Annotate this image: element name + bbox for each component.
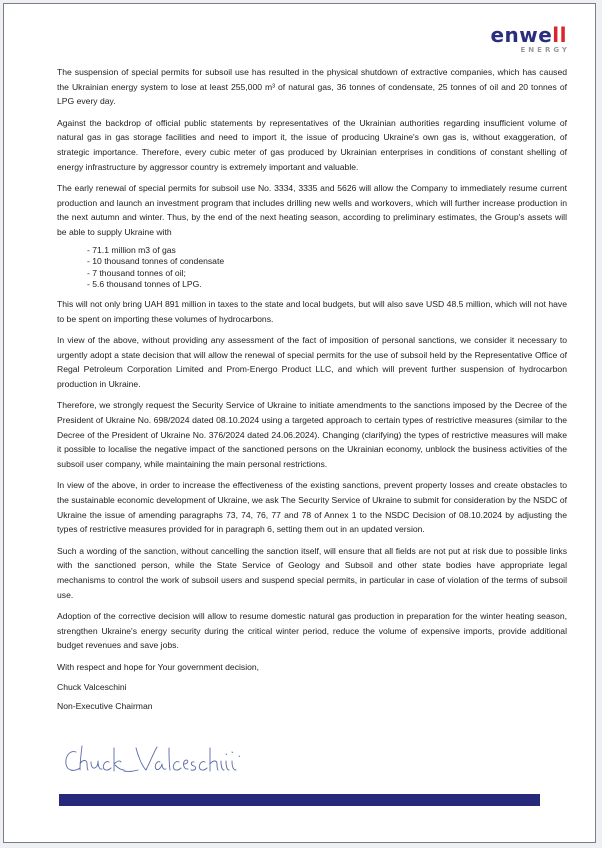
paragraph: Such a wording of the sanction, without cancelling the sanction itself, will ensure that all fields are not put at risk due to possible links with the sanctioned person, while the State Service of Geology and Subsoil and other state bodies have appropriate legal mechanisms to control the work of subsoil users and suspend special permits, in particular in case of violation of the terms of subsoil use. bbox=[57, 545, 567, 600]
signature-stroke bbox=[226, 752, 240, 757]
signature-stroke bbox=[91, 761, 102, 769]
handwritten-signature bbox=[62, 742, 252, 776]
signature-stroke bbox=[114, 748, 124, 771]
signature-stroke bbox=[169, 748, 170, 770]
signature-stroke bbox=[155, 762, 166, 770]
list-item: - 7 thousand tonnes of oil; bbox=[87, 267, 186, 278]
enwell-energy-logo bbox=[490, 23, 570, 54]
salutation: With respect and hope for Your government decision, bbox=[57, 661, 260, 672]
signatory-name: Chuck Valceschini bbox=[57, 681, 127, 692]
signature-stroke bbox=[66, 752, 80, 771]
closing-block bbox=[57, 660, 567, 714]
logo-accent-text: ll bbox=[552, 23, 567, 47]
signatory-title: Non-Executive Chairman bbox=[57, 701, 153, 712]
logo-tagline: ENERGY bbox=[520, 46, 570, 54]
signature-stroke bbox=[221, 761, 236, 770]
logo-main-text: enwe bbox=[490, 23, 553, 47]
letter-body bbox=[57, 65, 567, 719]
paragraph: In view of the above, without providing any assessment of the fact of imposition of personal sanctions, we consider it necessary to urgently adopt a state decision that will allow the renewal of special permits for the use of subsoil held by the Representative Office of Regal Petroleum Corporation Limited and Prom-Energo Product LLC, and which will prevent further suspension of hydrocarbon production in Ukraine. bbox=[57, 335, 567, 389]
paragraph: Against the backdrop of official public statements by representatives of the Ukrainian authorities regarding insufficient volume of natural gas in gas storage facilities and need to import it, the issue of producing Ukraine's own gas is, without exaggeration, of strategic importance. Therefore, every cubic meter of gas produced by Ukrainian enterprises in conditions of constant shelling of energy infrastructure by aggressor country is extremely important and valuable. bbox=[57, 117, 567, 172]
paragraph: The suspension of special permits for subsoil use has resulted in the physical shutdown of extractive companies, which has caused the Ukrainian energy system to lose at least 255,000 m³ of natural gas, 36 tonnes of condensate, 25 tonnes of oil and 20 tonnes of LPG every day. bbox=[57, 67, 567, 107]
signature-stroke bbox=[80, 746, 88, 770]
signature-stroke bbox=[124, 770, 138, 771]
list-item: - 5.6 thousand tonnes of LPG. bbox=[87, 279, 202, 290]
list-item: - 10 thousand tonnes of condensate bbox=[87, 256, 225, 267]
signature-stroke bbox=[199, 762, 207, 770]
footer-bar bbox=[59, 794, 540, 806]
supply-list bbox=[87, 245, 567, 291]
signature-stroke bbox=[173, 762, 181, 770]
paragraph: The early renewal of special permits for subsoil use No. 3334, 3335 and 5626 will allow the Company to immediately resume current production and launch an investment program that includes drilling new wells and workovers, which will further increase production in the next autumn and winter. Thus, by the end of the next heating season, according to preliminary estimates, the Group's assets will be able to supply Ukraine with bbox=[57, 183, 567, 237]
paragraph: This will not only bring UAH 891 million in taxes to the state and local budgets, but will also save USD 48.5 million, which will not have to be spent on importing these volumes of hydrocarbons. bbox=[57, 298, 567, 324]
signature-stroke bbox=[210, 748, 218, 771]
paragraph: Therefore, we strongly request the Security Service of Ukraine to initiate amendments to the sanctions imposed by the Decree of the President of Ukraine No. 698/2024 dated 08.10.2024 using a targeted approach to certain types of restrictive measures (similar to the Decree of the President of Ukraine No. 376/2024 dated 24.06.2024). Changing (clarifying) the types of restrictive measures will make it possible to localise the negative impact of the sanctioned persons on the Ukrainian economy, unblock the business activities of the subsoil user company, while maintaining the main personal restrictions. bbox=[57, 400, 567, 469]
paragraph: Adoption of the corrective decision will allow to resume domestic natural gas production in preparation for the winter heating season, strengthen Ukraine's energy security during the critical winter period, reduce the volume of expensive imports, provide additional budget revenues and save jobs. bbox=[57, 611, 567, 651]
signature-stroke bbox=[191, 762, 196, 770]
list-item: - 71.1 million m3 of gas bbox=[87, 244, 176, 255]
signature-stroke bbox=[103, 762, 111, 770]
logo-wordmark bbox=[490, 24, 567, 46]
signature-stroke bbox=[136, 747, 157, 770]
signature-stroke bbox=[184, 760, 188, 769]
paragraph: In view of the above, in order to increase the effectiveness of the existing sanctions, prevent property losses and create obstacles to the sustainable economic development of Ukraine, we ask The Security Service of Ukraine to submit for consideration by the NSDC of Ukraine the issue of amending paragraphs 73, 74, 76, 77 and 78 of Annex 1 to the NSDC Decision of 08.10.2024 by adjusting the types of restrictive measures provided for in paragraph 6, setting them out in an updated version. bbox=[57, 480, 567, 535]
